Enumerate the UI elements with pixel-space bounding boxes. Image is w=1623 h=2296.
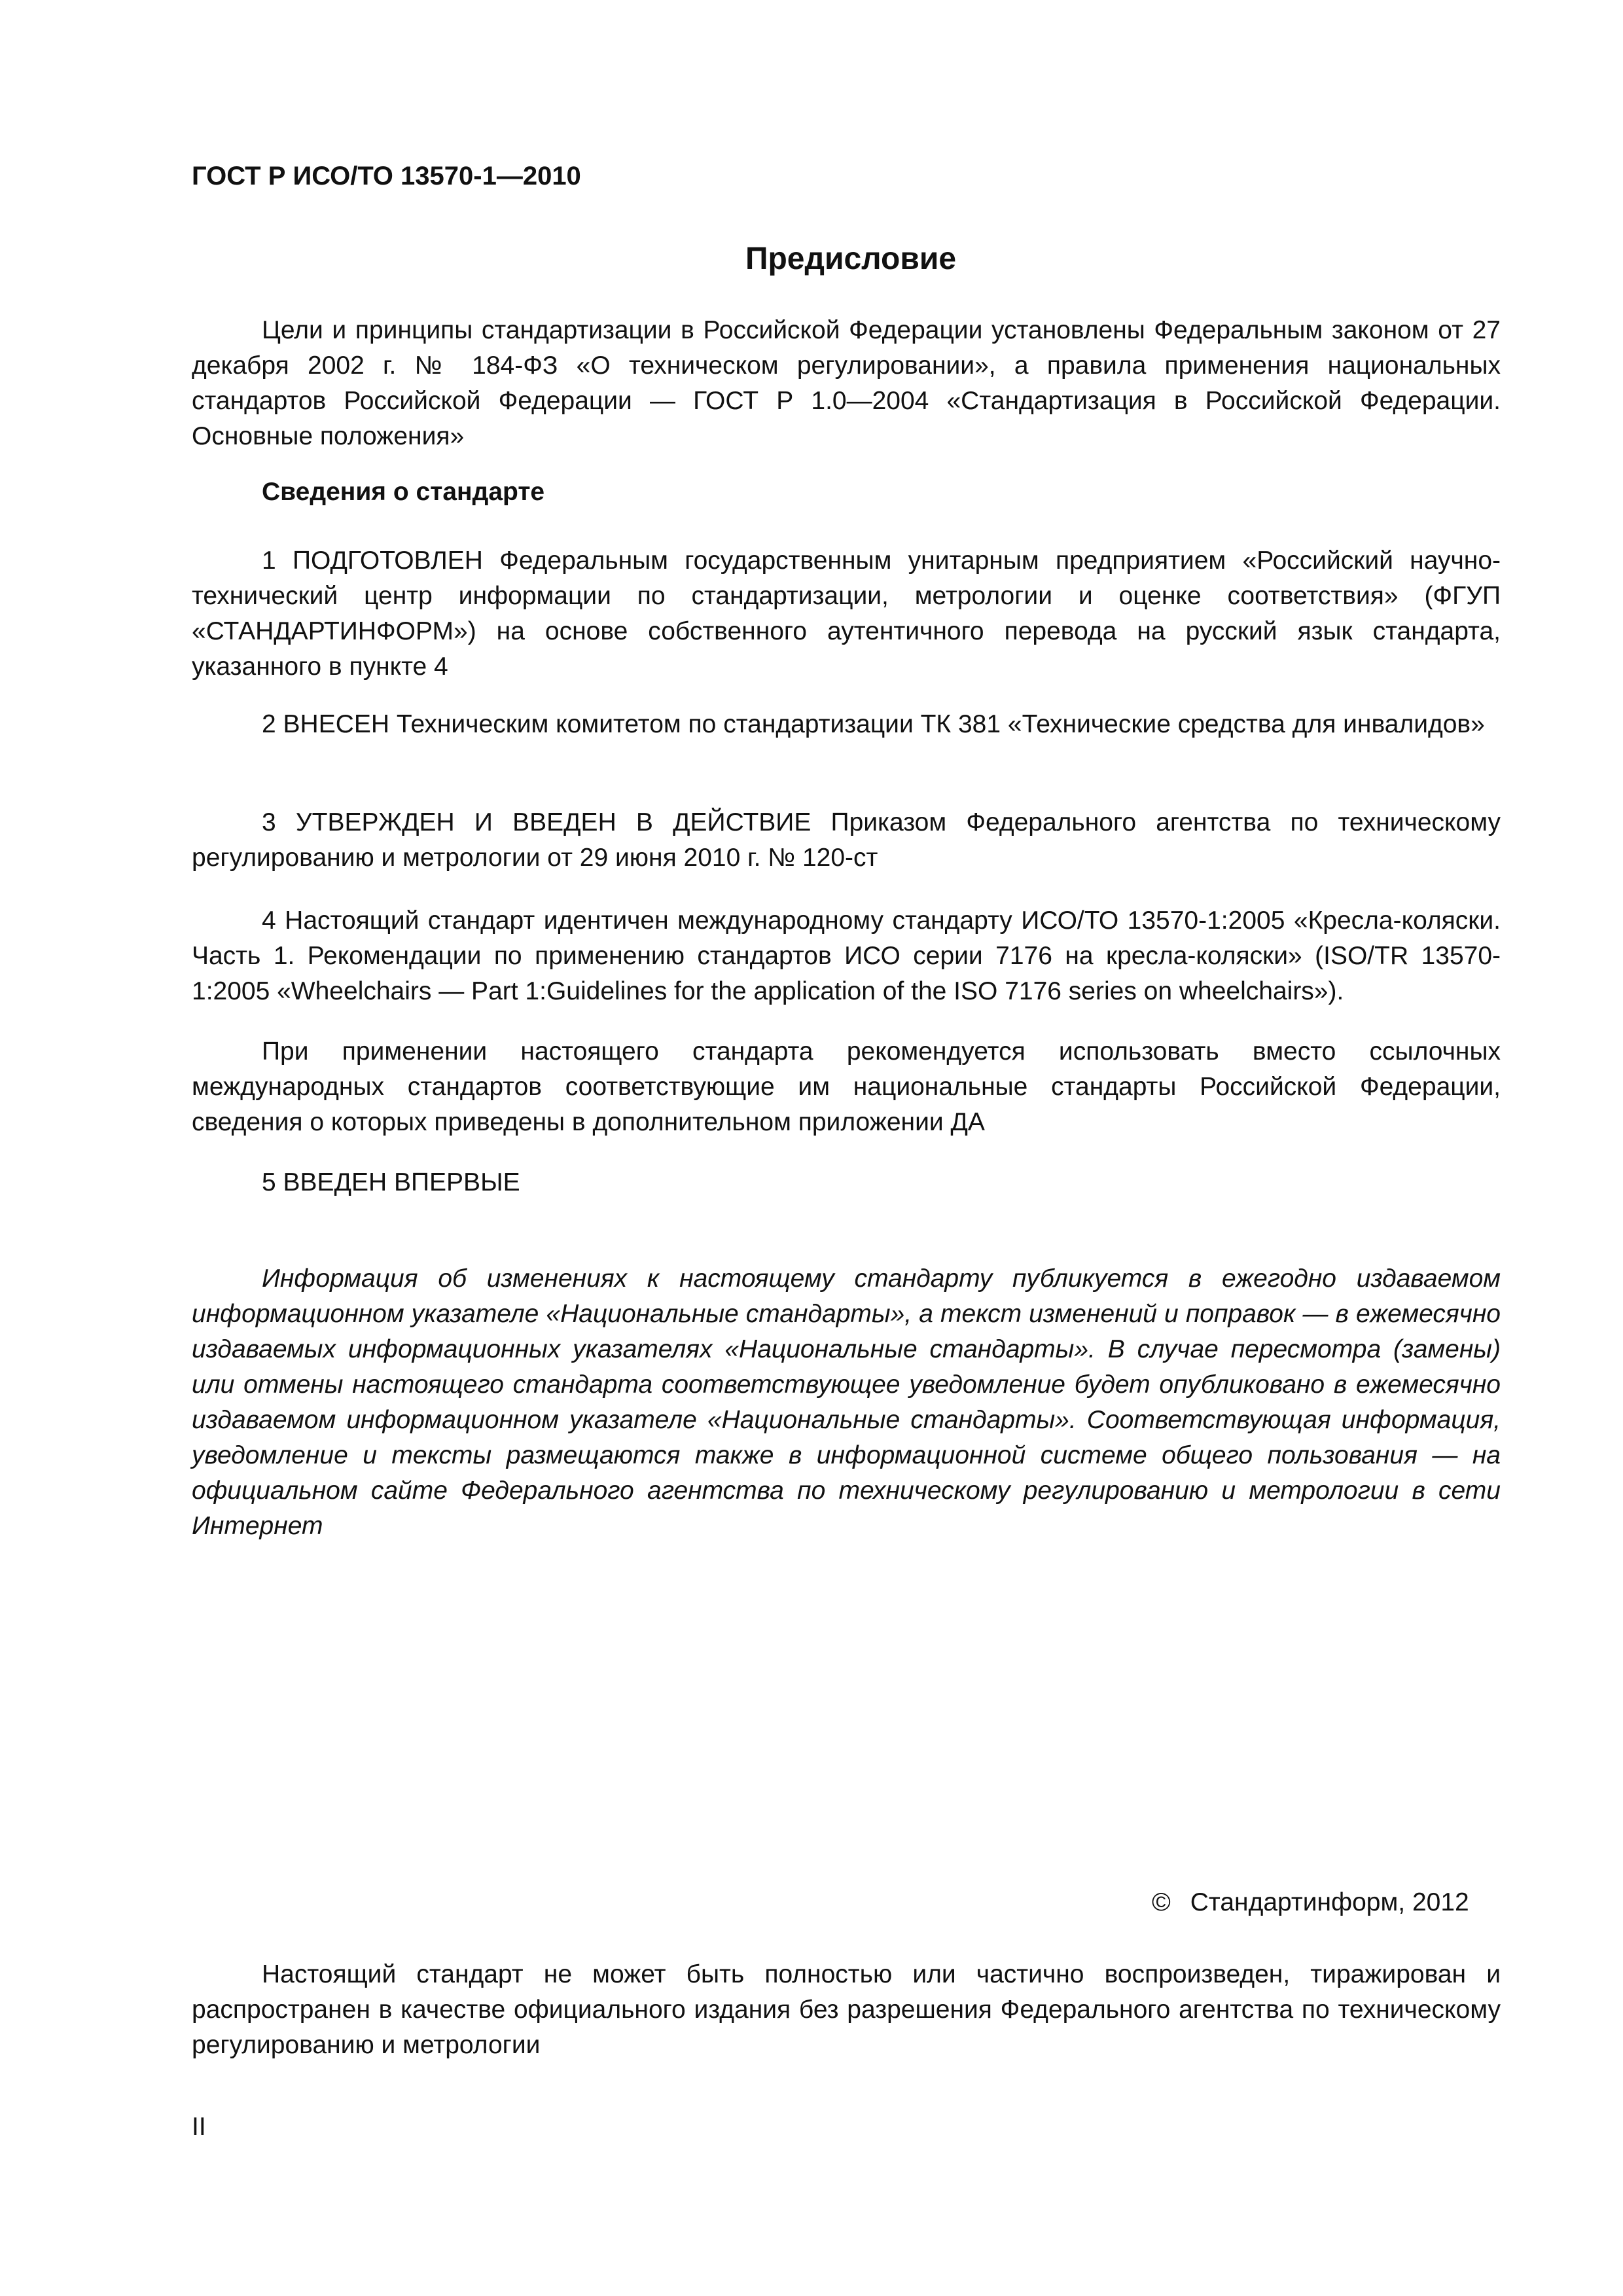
item-application-note: При применении настоящего стандарта рекомендуется использовать вместо ссылочных международных стандартов соответствующие им национальные стандарты Российской Федерации, сведения о которых приведены в дополнительном приложении ДА	[192, 1037, 1501, 1136]
item-prepared: 1 ПОДГОТОВЛЕН Федеральным государственным унитарным предприятием «Российский научно-технический центр информации по стандартизации, метрологии и оценке соответствия» (ФГУП «СТАНДАРТИНФОРМ») на основе собственного аутентичного перевода на русский язык стандарта, указанного в пункте 4	[192, 547, 1501, 681]
reproduction-notice: Настоящий стандарт не может быть полностью или частично воспроизведен, тиражирован и распространен в качестве официального издания без разрешения Федерального агентства по техническому регулированию и метрологии	[192, 1960, 1501, 2059]
copyright-symbol: ©	[1152, 1888, 1171, 1916]
page-number: II	[192, 2113, 206, 2141]
item-approved: 3 УТВЕРЖДЕН И ВВЕДЕН В ДЕЙСТВИЕ Приказом Федерального агентства по техническому регулированию и метрологии от 29 июня 2010 г. № 120-ст	[192, 808, 1501, 872]
intro-paragraph: Цели и принципы стандартизации в Российской Федерации установлены Федеральным законом от 27 декабря 2002 г. № 184-ФЗ «О техническом регулировании», а правила применения национальных стандартов Российской Федерации — ГОСТ Р 1.0—2004 «Стандартизация в Российской Федерации. Основные положения»	[192, 316, 1501, 450]
copyright-text: Стандартинформ, 2012	[1190, 1888, 1469, 1916]
document-code: ГОСТ Р ИСО/ТО 13570-1—2010	[192, 162, 581, 190]
item-first-introduced: 5 ВВЕДЕН ВПЕРВЫЕ	[262, 1168, 520, 1196]
item-identical: 4 Настоящий стандарт идентичен международному стандарту ИСО/ТО 13570-1:2005 «Кресла-коляски. Часть 1. Рекомендации по применению стандартов ИСО серии 7176 на кресла-коляски» (ISO/TR 13570-1:2005 «Wheelchairs — Part 1:Guidelines for the application of the ISO 7176 series on wheelchairs»).	[192, 906, 1501, 1005]
copyright-line	[1152, 1885, 1469, 1920]
item-submitted: 2 ВНЕСЕН Техническим комитетом по стандартизации ТК 381 «Технические средства для инвалидов»	[262, 710, 1485, 738]
page-title: Предисловие	[745, 242, 957, 276]
section-heading: Сведения о стандарте	[262, 478, 545, 506]
change-notice: Информация об изменениях к настоящему стандарту публикуется в ежегодно издаваемом информационном указателе «Национальные стандарты», а текст изменений и поправок — в ежемесячно издаваемых информационных указателях «Национальные стандарты». В случае пересмотра (замены) или отмены настоящего стандарта соответствующее уведомление будет опубликовано в ежемесячно издаваемом информационном указателе «Национальные стандарты». Соответствующая информация, уведомление и тексты размещаются также в информационной системе общего пользования — на официальном сайте Федерального агентства по техническому регулированию и метрологии в сети Интернет	[192, 1265, 1501, 1540]
